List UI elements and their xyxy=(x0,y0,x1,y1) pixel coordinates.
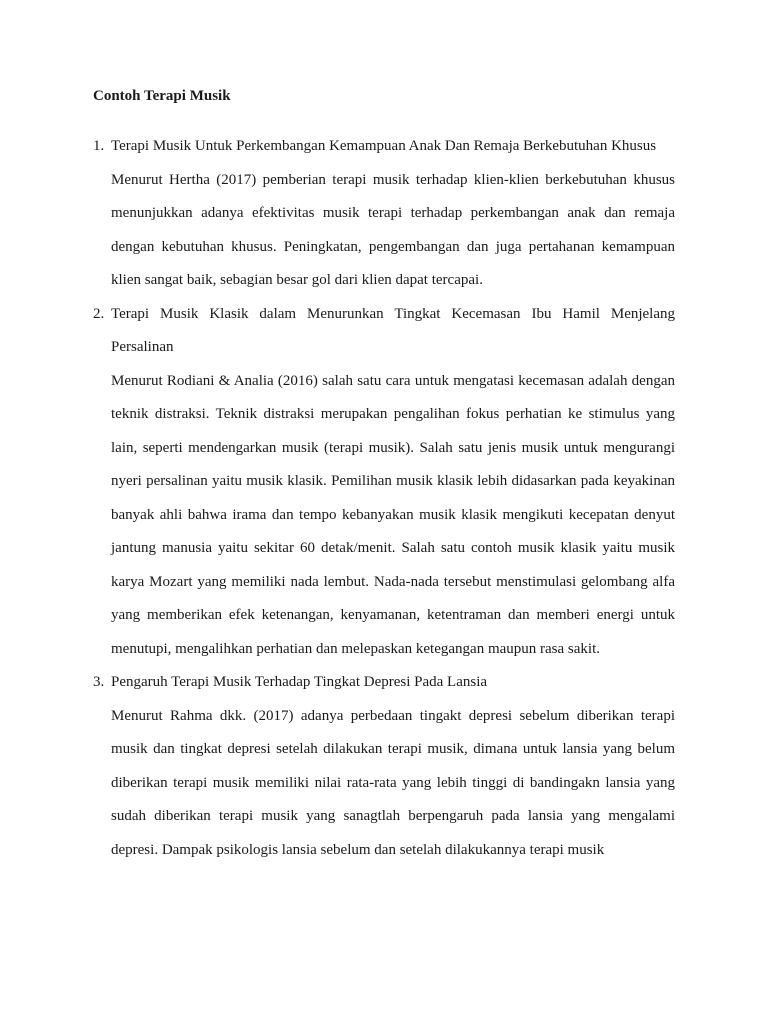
list-item-1 xyxy=(93,130,675,298)
list-item-2 xyxy=(93,298,675,667)
therapy-example-list xyxy=(93,130,675,867)
list-item-heading: Terapi Musik Klasik dalam Menurunkan Tingkat Kecemasan Ibu Hamil Menjelang Persalinan xyxy=(111,305,675,355)
list-item-paragraph: Menurut Rahma dkk. (2017) adanya perbedaan tingakt depresi sebelum diberikan terapi musik dan tingkat depresi setelah dilakukan terapi musik, dimana untuk lansia yang belum diberikan terapi musik memiliki nilai rata-rata yang lebih tinggi di bandingakn lansia yang sudah diberikan terapi musik yang sanagtlah berpengaruh pada lansia yang mengalami depresi. Dampak psikologis lansia sebelum dan setelah dilakukannya terapi musik xyxy=(111,707,675,858)
list-item-heading: Pengaruh Terapi Musik Terhadap Tingkat Depresi Pada Lansia xyxy=(111,674,488,690)
list-item-heading: Terapi Musik Untuk Perkembangan Kemampuan Anak Dan Remaja Berkebutuhan Khusus xyxy=(111,138,657,154)
list-item-paragraph: Menurut Hertha (2017) pemberian terapi musik terhadap klien-klien berkebutuhan khusus menunjukkan adanya efektivitas musik terapi terhadap perkembangan anak dan remaja dengan kebutuhan khusus. Peningkatan, pengembangan dan juga pertahanan kemampuan klien sangat baik, sebagian besar gol dari klien dapat tercapai. xyxy=(111,171,675,288)
list-item-number: 3. xyxy=(93,674,105,690)
list-item-body xyxy=(111,666,675,867)
list-item-body xyxy=(111,298,675,667)
document-title: Contoh Terapi Musik xyxy=(93,88,231,104)
list-item-number: 2. xyxy=(93,305,105,322)
list-item-paragraph: Menurut Rodiani & Analia (2016) salah satu cara untuk mengatasi kecemasan adalah dengan teknik distraksi. Teknik distraksi merupakan pengalihan fokus perhatian ke stimulus yang lain, seperti mendengarkan musik (terapi musik). Salah satu jenis musik untuk mengurangi nyeri persalinan yaitu musik klasik. Pemilihan musik klasik lebih didasarkan pada keyakinan banyak ahli bahwa irama dan tempo kebanyakan musik klasik mengikuti kecepatan denyut jantung manusia yaitu sekitar 60 detak/menit. Salah satu contoh musik klasik yaitu musik karya Mozart yang memiliki nada lembut. Nada-nada tersebut menstimulasi gelombang alfa yang memberikan efek ketenangan, kenyamanan, ketentraman dan memberi energi untuk menutupi, mengalihkan perhatian dan melepaskan ketegangan maupun rasa sakit. xyxy=(111,372,675,657)
list-item-3 xyxy=(93,666,675,867)
list-item-body xyxy=(111,130,675,298)
list-item-number: 1. xyxy=(93,138,105,154)
